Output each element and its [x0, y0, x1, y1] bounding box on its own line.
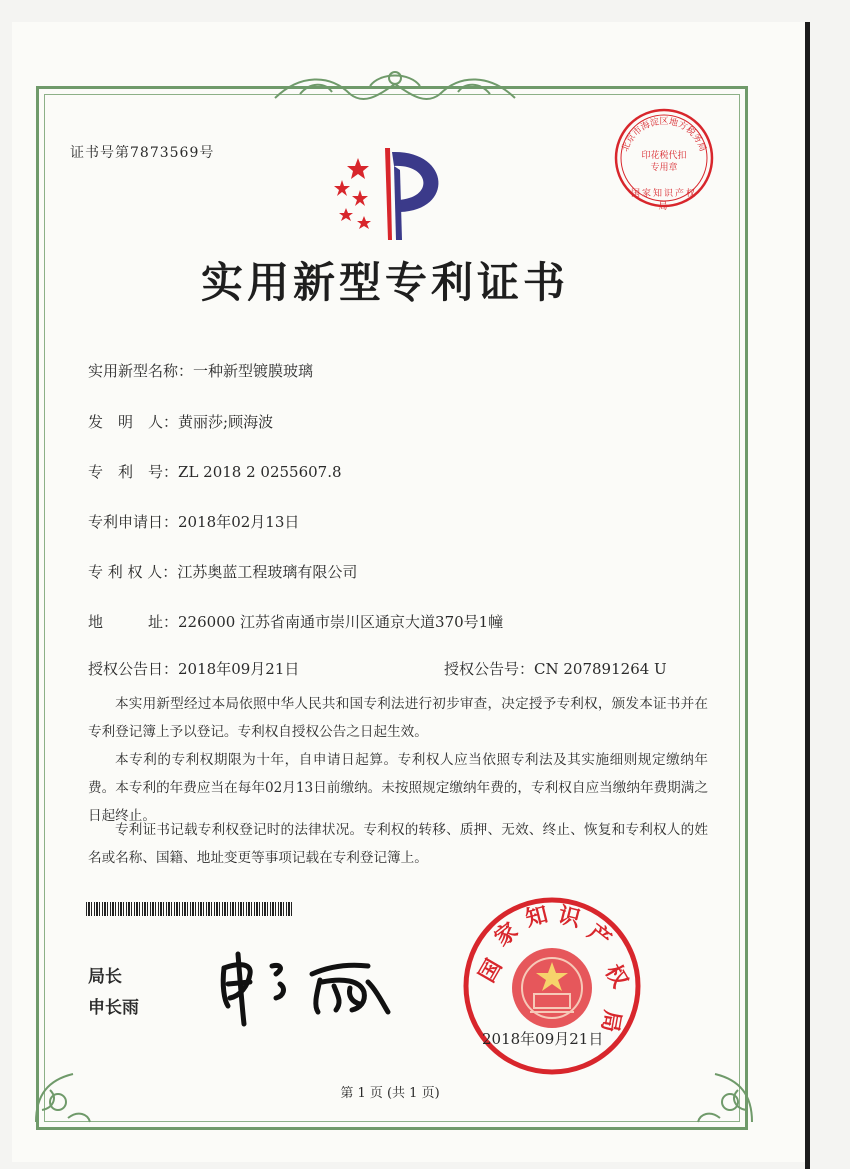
patent-number-label: 专 利 号： [88, 463, 179, 481]
svg-text:国: 国 [474, 955, 508, 987]
grant-number-value: CN 207891264 U [534, 660, 667, 678]
svg-text:局: 局 [596, 1008, 625, 1035]
inventor-label: 发 明 人： [88, 413, 179, 431]
notice-paragraph-3: 专利证书记载专利权登记时的法律状况。专利权的转移、质押、无效、终止、恢复和专利权人的姓名或名称、国籍、地址变更等事项记载在专利登记簿上。 [88, 822, 708, 866]
grant-number-row [444, 658, 667, 679]
patent-office-logo [330, 140, 460, 245]
patentee-value: 江苏奥蓝工程玻璃有限公司 [177, 563, 358, 581]
director-name: 申长雨 [88, 998, 139, 1018]
filing-date-value: 2018年02月13日 [178, 513, 300, 531]
top-ornament [270, 64, 520, 108]
utility-model-name-row [88, 360, 313, 381]
grant-date-label: 授权公告日： [88, 660, 179, 678]
grant-date-value: 2018年09月21日 [178, 660, 300, 678]
certificate-number: 证书号第7873569号 [70, 145, 215, 161]
utility-model-name-label: 实用新型名称： [88, 362, 194, 380]
notice-paragraph-2: 本专利的专利权期限为十年，自申请日起算。专利权人应当依照专利法及其实施细则规定缴纳年费。本专利的年费应当在每年02月13日前缴纳。未按照规定缴纳年费的，专利权自应当缴纳年费期满之日起终止。 [88, 752, 708, 824]
address-label: 地 址： [88, 613, 179, 631]
certificate-barcode [86, 902, 292, 916]
page-indicator: 第 1 页 (共 1 页) [340, 1086, 440, 1101]
patentee-label: 专 利 权 人： [88, 563, 178, 581]
national-ipa-seal [460, 894, 644, 1078]
patentee-row [88, 561, 357, 582]
address-row [88, 611, 503, 632]
filing-date-label: 专利申请日： [88, 513, 179, 531]
grant-date-row [88, 658, 299, 679]
certificate-title: 实用新型专利证书 [200, 258, 569, 307]
filing-date-row [88, 511, 299, 532]
svg-text:识: 识 [555, 902, 583, 933]
tax-stamp-center-text: 印花税代扣专用章 [641, 151, 687, 173]
inventor-value: 黄丽莎;顾海波 [178, 413, 274, 431]
svg-text:家: 家 [490, 918, 523, 952]
svg-text:权: 权 [599, 960, 633, 993]
director-signature [210, 940, 400, 1030]
grant-number-label: 授权公告号： [444, 660, 535, 678]
seal-date: 2018年09月21日 [482, 1030, 604, 1048]
inventor-row [88, 411, 273, 432]
svg-text:知: 知 [523, 902, 551, 933]
utility-model-name-value: 一种新型镀膜玻璃 [193, 362, 314, 380]
tax-stamp-ring-text: 北京市海淀区地方税务局 [620, 117, 708, 154]
svg-text:产: 产 [582, 919, 616, 953]
tax-stamp-bottom-text: 国家知识产权局 [630, 189, 697, 212]
notice-paragraph-1: 本实用新型经过本局依照中华人民共和国专利法进行初步审查，决定授予专利权，颁发本证书并在专利登记簿上予以登记。专利权自授权公告之日起生效。 [88, 696, 708, 740]
address-value: 226000 江苏省南通市崇川区通京大道370号1幢 [178, 613, 504, 631]
binding-edge [805, 22, 810, 1169]
director-title: 局长 [88, 967, 122, 987]
patent-number-value: ZL 2018 2 0255607.8 [178, 463, 342, 481]
patent-number-row [88, 461, 342, 482]
